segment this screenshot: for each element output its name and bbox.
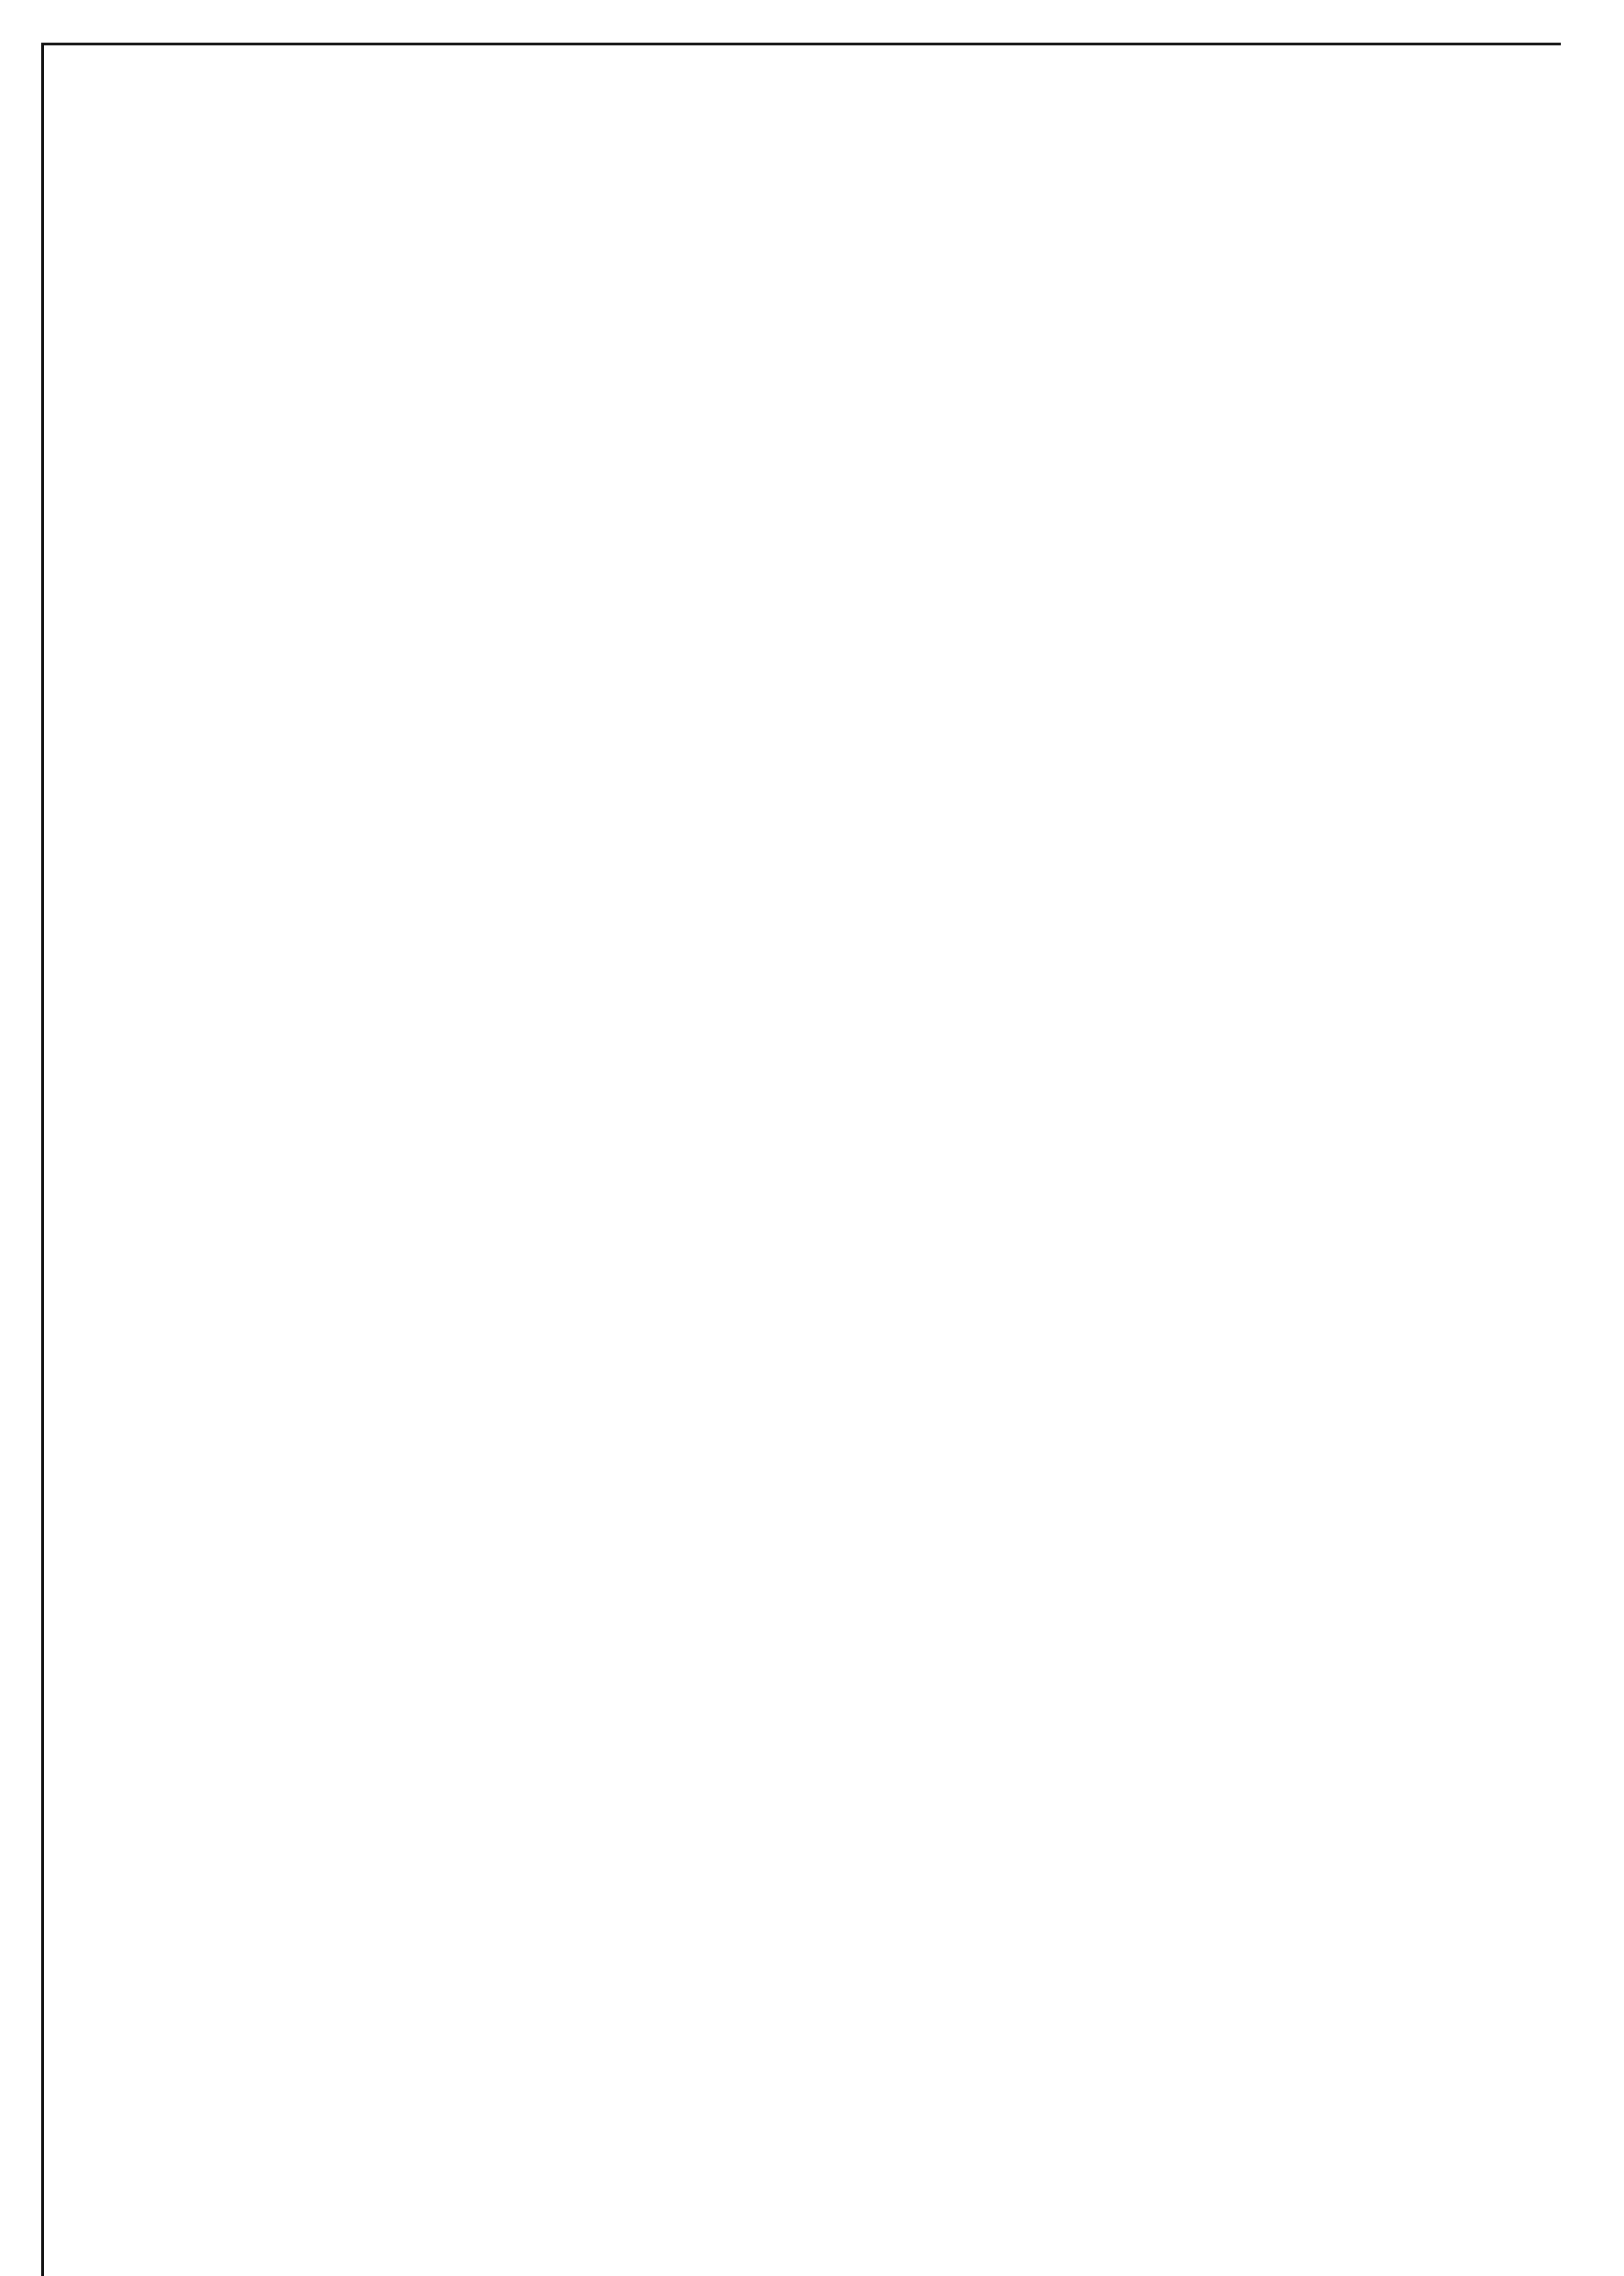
frame-top	[41, 43, 1561, 45]
frame-left	[41, 43, 44, 2276]
